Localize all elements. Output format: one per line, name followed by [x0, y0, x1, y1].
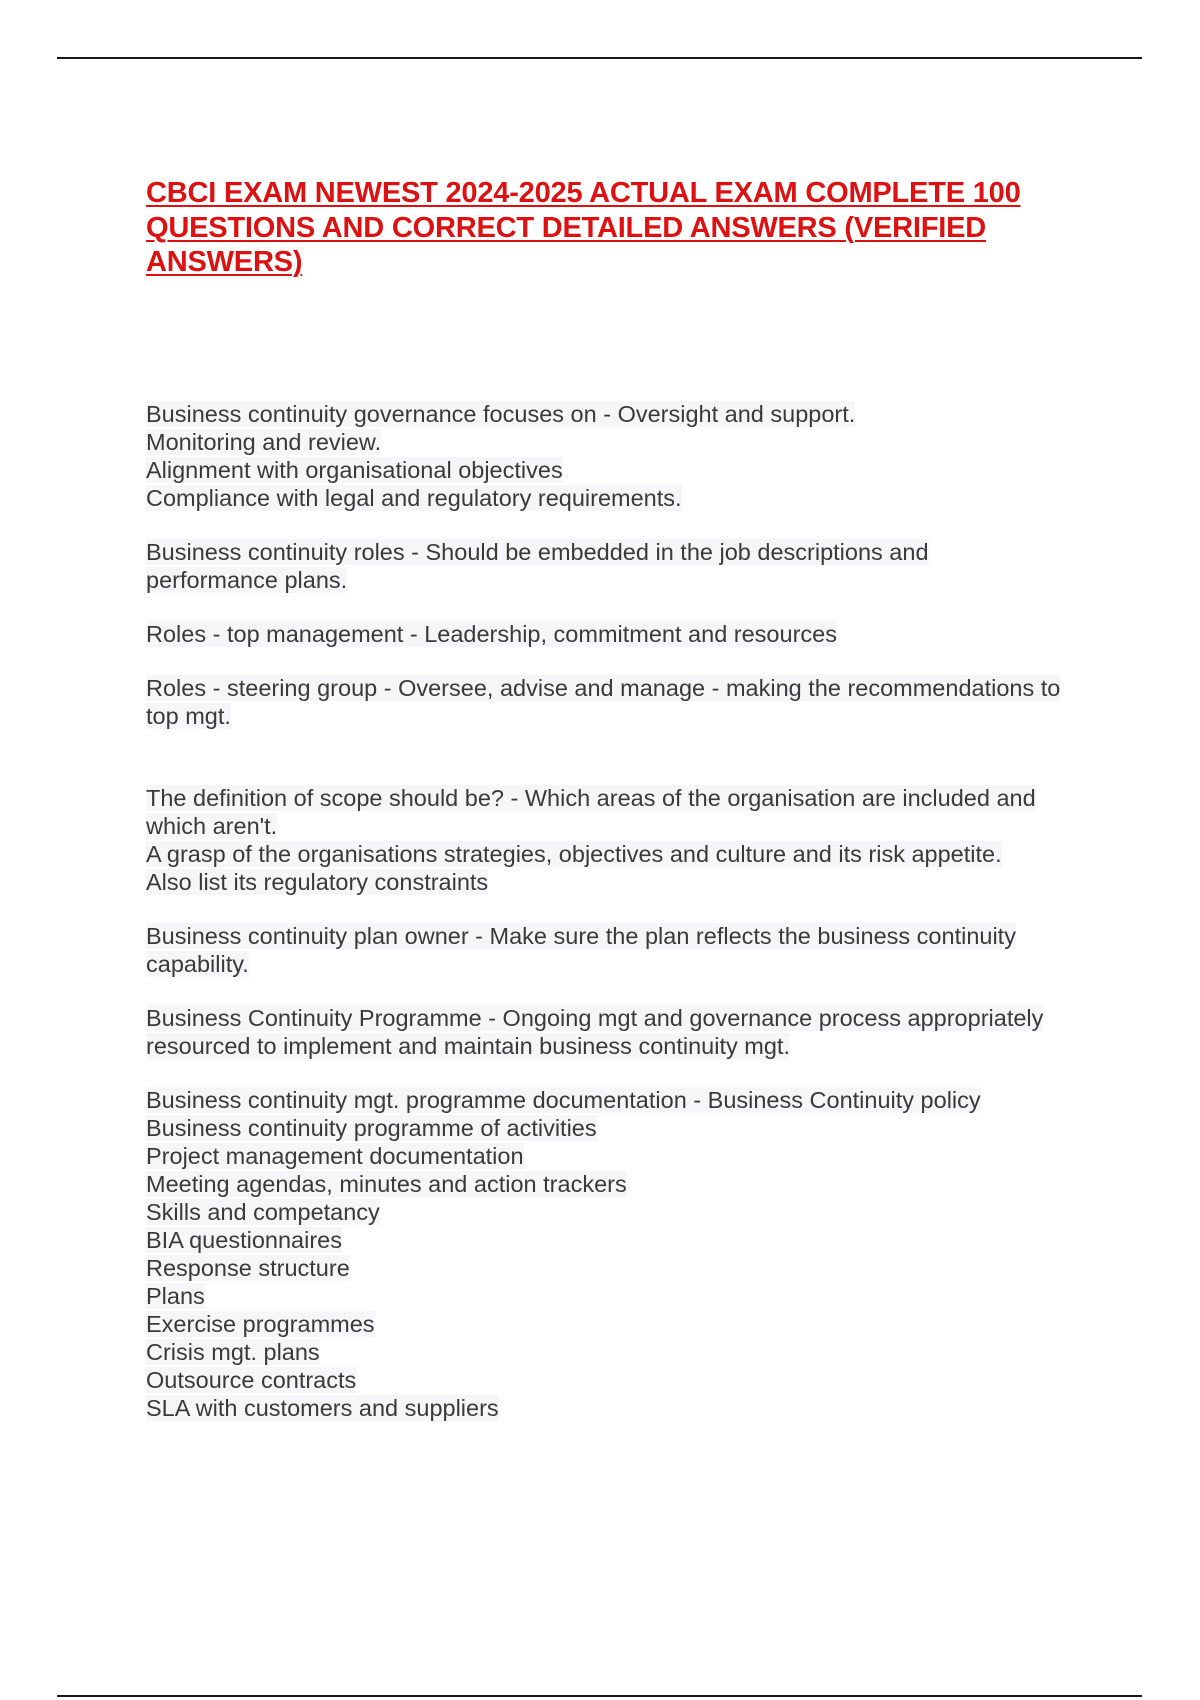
- entry-text: Outsource contracts: [146, 1366, 357, 1393]
- qa-entry: [146, 1004, 1106, 1060]
- entry-text: Roles - steering group - Oversee, advise and manage - making the recommendations to: [146, 674, 1061, 701]
- entry-line: [146, 1226, 1106, 1254]
- entry-line: [146, 1254, 1106, 1282]
- entry-line: [146, 1004, 1106, 1032]
- entry-text: which aren't.: [146, 812, 278, 839]
- entry-text: Exercise programmes: [146, 1310, 375, 1337]
- top-rule: [57, 57, 1142, 59]
- entry-text: Business continuity governance focuses on - Oversight and support.: [146, 400, 856, 427]
- entry-line: [146, 1310, 1106, 1338]
- entry-text: Business Continuity Programme - Ongoing mgt and governance process appropriately: [146, 1004, 1044, 1031]
- entry-text: Plans: [146, 1282, 205, 1309]
- qa-entries: [146, 400, 1106, 1422]
- entry-line: [146, 840, 1106, 868]
- title-line: CBCI EXAM NEWEST 2024-2025 ACTUAL EXAM COMPLETE 100: [146, 177, 1021, 209]
- qa-entry: [146, 784, 1106, 896]
- document-title: [146, 176, 1106, 280]
- entry-line: [146, 1394, 1106, 1422]
- entry-line: [146, 400, 1106, 428]
- entry-line: [146, 950, 1106, 978]
- entry-text: A grasp of the organisations strategies, objectives and culture and its risk appetite.: [146, 840, 1002, 867]
- bottom-rule: [57, 1695, 1142, 1697]
- entry-text: Project management documentation: [146, 1142, 524, 1169]
- qa-entry: [146, 922, 1106, 978]
- entry-line: [146, 566, 1106, 594]
- entry-line: [146, 1366, 1106, 1394]
- entry-text: Compliance with legal and regulatory requirements.: [146, 484, 682, 511]
- document-page: [146, 176, 1106, 1448]
- entry-line: [146, 674, 1106, 702]
- qa-entry: [146, 538, 1106, 594]
- entry-line: [146, 1142, 1106, 1170]
- entry-text: top mgt.: [146, 702, 231, 729]
- entry-line: [146, 428, 1106, 456]
- entry-line: [146, 1198, 1106, 1226]
- entry-line: [146, 484, 1106, 512]
- title-line: ANSWERS): [146, 246, 303, 278]
- qa-entry: [146, 400, 1106, 512]
- entry-text: resourced to implement and maintain business continuity mgt.: [146, 1032, 790, 1059]
- entry-text: Response structure: [146, 1254, 350, 1281]
- entry-text: Alignment with organisational objectives: [146, 456, 563, 483]
- entry-line: [146, 1114, 1106, 1142]
- entry-text: SLA with customers and suppliers: [146, 1394, 499, 1421]
- entry-text: Also list its regulatory constraints: [146, 868, 489, 895]
- entry-line: [146, 922, 1106, 950]
- entry-line: [146, 868, 1106, 896]
- qa-entry: [146, 1086, 1106, 1422]
- entry-line: [146, 1282, 1106, 1310]
- entry-text: Roles - top management - Leadership, commitment and resources: [146, 620, 837, 647]
- entry-text: Monitoring and review.: [146, 428, 382, 455]
- qa-entry: [146, 620, 1106, 648]
- entry-text: BIA questionnaires: [146, 1226, 342, 1253]
- entry-text: Crisis mgt. plans: [146, 1338, 320, 1365]
- title-line: QUESTIONS AND CORRECT DETAILED ANSWERS (VERIFIED: [146, 211, 987, 244]
- entry-line: [146, 812, 1106, 840]
- entry-text: Business continuity mgt. programme documentation - Business Continuity policy: [146, 1086, 981, 1113]
- qa-entry: [146, 674, 1106, 730]
- entry-text: Business continuity plan owner - Make sure the plan reflects the business continuity: [146, 922, 1016, 949]
- entry-text: Skills and competancy: [146, 1198, 380, 1225]
- entry-text: Business continuity programme of activities: [146, 1114, 597, 1141]
- entry-text: Meeting agendas, minutes and action trackers: [146, 1170, 627, 1197]
- entry-text: capability.: [146, 950, 249, 977]
- entry-text: The definition of scope should be? - Which areas of the organisation are included and: [146, 784, 1036, 811]
- entry-line: [146, 702, 1106, 730]
- entry-text: Business continuity roles - Should be embedded in the job descriptions and: [146, 538, 929, 565]
- entry-line: [146, 1338, 1106, 1366]
- entry-line: [146, 456, 1106, 484]
- entry-line: [146, 620, 1106, 648]
- entry-line: [146, 1170, 1106, 1198]
- entry-line: [146, 784, 1106, 812]
- entry-line: [146, 1086, 1106, 1114]
- entry-line: [146, 538, 1106, 566]
- entry-line: [146, 1032, 1106, 1060]
- entry-text: performance plans.: [146, 566, 348, 593]
